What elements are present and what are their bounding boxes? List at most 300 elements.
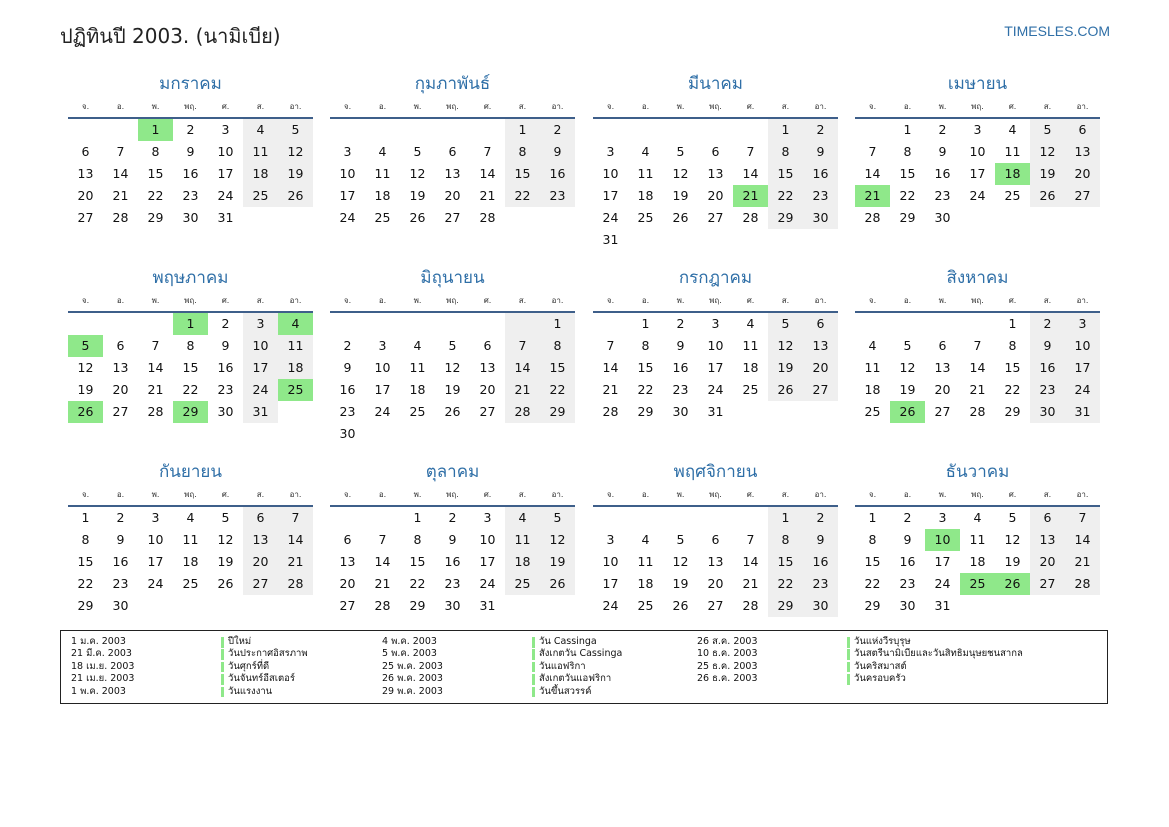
day-cell: 11 [1004, 144, 1021, 159]
holiday-marker [221, 687, 224, 698]
day-cell: 15 [540, 357, 575, 379]
day-cell: 23 [1030, 379, 1065, 401]
holiday-name: สังเกตวันแอฟริกา [539, 673, 612, 685]
weekday-label: จ. [868, 296, 877, 305]
day-cell: 5 [903, 338, 912, 353]
day-cell: 6 [803, 313, 838, 335]
weekday-label: จ. [343, 490, 352, 499]
weekday-label: อา. [551, 296, 564, 305]
week-row [855, 141, 1100, 163]
weekday-label: พฤ. [184, 296, 197, 305]
day-cell: 9 [803, 141, 838, 163]
empty-day-cell [400, 119, 435, 141]
day-cell: 26 [409, 210, 426, 225]
week-row [68, 529, 313, 551]
holiday-marker [221, 662, 224, 673]
day-cell: 14 [278, 529, 313, 551]
day-cell: 9 [803, 529, 838, 551]
weekday-label: จ. [868, 490, 877, 499]
day-cell: 12 [768, 335, 803, 357]
day-cell: 2 [903, 510, 912, 525]
day-cell: 15 [899, 166, 916, 181]
day-cell: 7 [483, 144, 492, 159]
weekday-label: ศ. [1008, 296, 1017, 305]
weekday-label: พ. [151, 296, 160, 305]
empty-day-cell [768, 229, 803, 251]
weekday-label: พฤ. [971, 102, 984, 111]
day-cell: 8 [413, 532, 422, 547]
day-cell: 24 [339, 210, 356, 225]
day-cell: 8 [1008, 338, 1017, 353]
day-cell: 8 [151, 144, 160, 159]
day-cell: 16 [540, 163, 575, 185]
day-cell: 11 [637, 554, 654, 569]
day-cell: 18 [995, 163, 1030, 185]
day-cell: 2 [676, 316, 685, 331]
weekday-label: อา. [814, 490, 827, 499]
day-cell: 11 [864, 360, 881, 375]
empty-day-cell [540, 595, 575, 617]
week-row [855, 207, 1100, 229]
day-cell: 4 [641, 144, 650, 159]
day-cell: 12 [540, 529, 575, 551]
empty-day-cell [278, 207, 313, 229]
day-cell: 28 [479, 210, 496, 225]
day-cell: 1 [505, 119, 540, 141]
week-row [855, 357, 1100, 379]
empty-day-cell [103, 313, 138, 335]
week-row [855, 335, 1100, 357]
weekday-label: พ. [151, 490, 160, 499]
day-cell: 24 [707, 382, 724, 397]
empty-day-cell [733, 507, 768, 529]
week-row [330, 119, 575, 141]
day-cell: 27 [707, 598, 724, 613]
day-cell: 10 [479, 532, 496, 547]
day-cell: 25 [864, 404, 881, 419]
day-cell: 7 [606, 338, 615, 353]
weekday-label: จ. [606, 490, 615, 499]
day-cell: 9 [903, 532, 912, 547]
day-cell: 4 [746, 316, 755, 331]
day-cell: 7 [746, 532, 755, 547]
day-cell: 29 [77, 598, 94, 613]
day-cell: 3 [938, 510, 947, 525]
weekday-label: ศ. [483, 490, 492, 499]
day-cell: 27 [112, 404, 129, 419]
empty-day-cell [698, 229, 733, 251]
weekday-label: ศ. [483, 296, 492, 305]
week-row [68, 379, 313, 401]
day-cell: 10 [217, 144, 234, 159]
day-cell: 31 [243, 401, 278, 423]
day-cell: 28 [112, 210, 129, 225]
holiday-marker [847, 674, 850, 685]
day-cell: 30 [1030, 401, 1065, 423]
day-cell: 3 [343, 144, 352, 159]
weekday-label: พ. [413, 102, 422, 111]
weekday-label: ศ. [221, 490, 230, 499]
holiday-date: 1 ม.ค. 2003 [71, 636, 126, 647]
day-cell: 20 [1030, 551, 1065, 573]
holiday-name: วันครอบครัว [854, 673, 906, 685]
day-cell: 25 [505, 573, 540, 595]
week-row [593, 401, 838, 423]
week-row [68, 357, 313, 379]
day-cell: 1 [868, 510, 877, 525]
day-cell: 27 [339, 598, 356, 613]
weekday-header [68, 291, 313, 313]
day-cell: 5 [676, 532, 685, 547]
weekday-label: พ. [938, 490, 947, 499]
day-cell: 26 [444, 404, 461, 419]
day-cell: 21 [479, 188, 496, 203]
day-cell: 5 [1008, 510, 1017, 525]
day-cell: 5 [413, 144, 422, 159]
empty-day-cell [365, 423, 400, 445]
empty-day-cell [365, 119, 400, 141]
holiday-marker [847, 637, 850, 648]
day-cell: 20 [112, 382, 129, 397]
day-cell: 19 [540, 551, 575, 573]
weekday-header [855, 97, 1100, 119]
week-row [593, 379, 838, 401]
weekday-label: อ. [903, 490, 912, 499]
weekday-label: จ. [606, 296, 615, 305]
empty-day-cell [768, 401, 803, 423]
day-cell: 1 [1008, 316, 1017, 331]
day-cell: 9 [938, 144, 947, 159]
week-row [68, 207, 313, 229]
week-row [855, 595, 1100, 617]
weekday-label: จ. [606, 102, 615, 111]
day-cell: 4 [1008, 122, 1017, 137]
day-cell: 16 [803, 163, 838, 185]
day-cell: 1 [641, 316, 650, 331]
day-cell: 29 [899, 210, 916, 225]
weekday-label: อ. [116, 102, 125, 111]
empty-day-cell [365, 313, 400, 335]
weekday-label: อา. [1076, 490, 1089, 499]
empty-day-cell [698, 119, 733, 141]
weekday-label: พฤ. [184, 102, 197, 111]
day-cell: 27 [444, 210, 461, 225]
day-cell: 17 [243, 357, 278, 379]
day-cell: 24 [243, 379, 278, 401]
day-cell: 2 [116, 510, 125, 525]
day-cell: 10 [1065, 335, 1100, 357]
week-row [330, 401, 575, 423]
holiday-name: วันสตรีนามิเบียและวันสิทธิมนุษยชนสากล [854, 648, 1023, 660]
weekday-label: อ. [116, 490, 125, 499]
day-cell: 28 [742, 210, 759, 225]
weekday-label: อ. [903, 296, 912, 305]
day-cell: 16 [444, 554, 461, 569]
day-cell: 14 [479, 166, 496, 181]
day-cell: 19 [899, 382, 916, 397]
day-cell: 16 [217, 360, 234, 375]
holiday-name: วันคริสมาสต์ [854, 660, 907, 672]
calendar-row [68, 72, 1101, 266]
week-row [330, 163, 575, 185]
empty-day-cell [1030, 595, 1065, 617]
holiday-marker [221, 649, 224, 660]
day-cell: 20 [77, 188, 94, 203]
weekday-label: พ. [151, 102, 160, 111]
day-cell: 15 [1004, 360, 1021, 375]
weekday-label: พ. [413, 296, 422, 305]
week-row [330, 207, 575, 229]
day-cell: 6 [1030, 507, 1065, 529]
month-calendar [855, 460, 1100, 617]
day-cell: 13 [1065, 141, 1100, 163]
weekday-label: พฤ. [709, 296, 722, 305]
week-row [593, 141, 838, 163]
week-row [330, 357, 575, 379]
day-cell: 15 [505, 163, 540, 185]
day-cell: 17 [147, 554, 164, 569]
holiday-marker [532, 649, 535, 660]
day-cell: 9 [448, 532, 457, 547]
empty-day-cell [243, 595, 278, 617]
weekday-label: พฤ. [446, 102, 459, 111]
day-cell: 8 [505, 141, 540, 163]
week-row [593, 595, 838, 617]
day-cell: 28 [1065, 573, 1100, 595]
page-title: ปฏิทินปี 2003. (นามิเบีย) [60, 24, 281, 48]
day-cell: 13 [112, 360, 129, 375]
day-cell: 22 [409, 576, 426, 591]
day-cell: 10 [602, 554, 619, 569]
empty-day-cell [855, 119, 890, 141]
week-row [593, 335, 838, 357]
week-row [593, 573, 838, 595]
day-cell: 19 [409, 188, 426, 203]
day-cell: 28 [147, 404, 164, 419]
weekday-label: ส. [518, 490, 527, 499]
day-cell: 21 [505, 379, 540, 401]
day-cell: 3 [221, 122, 230, 137]
holiday-legend [60, 630, 1108, 704]
day-cell: 31 [217, 210, 234, 225]
day-cell: 13 [1030, 529, 1065, 551]
weekday-header [68, 97, 313, 119]
day-cell: 22 [77, 576, 94, 591]
day-cell: 28 [278, 573, 313, 595]
weekday-label: พฤ. [446, 490, 459, 499]
day-cell: 10 [969, 144, 986, 159]
day-cell: 21 [969, 382, 986, 397]
day-cell: 12 [409, 166, 426, 181]
day-cell: 19 [444, 382, 461, 397]
month-calendar [593, 266, 838, 423]
day-cell: 21 [855, 185, 890, 207]
week-row [855, 529, 1100, 551]
day-cell: 13 [243, 529, 278, 551]
day-cell: 19 [217, 554, 234, 569]
day-cell: 11 [409, 360, 426, 375]
holiday-marker [847, 662, 850, 673]
day-cell: 17 [217, 166, 234, 181]
day-cell: 14 [969, 360, 986, 375]
weekday-label: ส. [256, 102, 265, 111]
day-cell: 18 [637, 576, 654, 591]
weekday-label: ส. [1043, 490, 1052, 499]
week-row [68, 551, 313, 573]
day-cell: 1 [540, 313, 575, 335]
day-cell: 9 [221, 338, 230, 353]
empty-day-cell [505, 595, 540, 617]
day-cell: 31 [934, 598, 951, 613]
holiday-date: 21 เม.ย. 2003 [71, 673, 135, 685]
empty-day-cell [628, 229, 663, 251]
day-cell: 4 [641, 532, 650, 547]
holiday-name: วันศุกร์ที่ดี [228, 660, 270, 672]
day-cell: 8 [186, 338, 195, 353]
day-cell: 26 [890, 401, 925, 423]
month-calendar [330, 72, 575, 229]
day-cell: 8 [903, 144, 912, 159]
day-cell: 17 [339, 188, 356, 203]
month-title: พฤศจิกายน [673, 462, 758, 482]
weekday-label: ส. [781, 490, 790, 499]
day-cell: 22 [505, 185, 540, 207]
day-cell: 17 [602, 188, 619, 203]
day-cell: 10 [374, 360, 391, 375]
day-cell: 7 [1065, 507, 1100, 529]
holiday-name: วันจันทร์อีสเตอร์ [228, 673, 295, 685]
weekday-label: อ. [116, 296, 125, 305]
weekday-label: อา. [551, 490, 564, 499]
day-cell: 26 [278, 185, 313, 207]
week-row [855, 401, 1100, 423]
month-title: กุมภาพันธ์ [414, 74, 491, 94]
day-cell: 28 [602, 404, 619, 419]
day-cell: 6 [483, 338, 492, 353]
day-cell: 12 [217, 532, 234, 547]
weekday-header [68, 485, 313, 507]
day-cell: 26 [540, 573, 575, 595]
day-cell: 5 [448, 338, 457, 353]
week-row [330, 335, 575, 357]
weekday-label: ส. [518, 296, 527, 305]
holiday-marker [532, 674, 535, 685]
day-cell: 11 [505, 529, 540, 551]
day-cell: 10 [339, 166, 356, 181]
day-cell: 1 [903, 122, 912, 137]
day-cell: 14 [602, 360, 619, 375]
day-cell: 27 [707, 210, 724, 225]
site-brand-link[interactable]: TIMESLES.COM [1004, 23, 1110, 39]
month-title: ตุลาคม [425, 462, 480, 482]
week-row [330, 507, 575, 529]
day-cell: 5 [221, 510, 230, 525]
day-cell: 25 [1004, 188, 1021, 203]
day-cell: 26 [1030, 185, 1065, 207]
weekday-label: ศ. [221, 102, 230, 111]
weekday-label: อา. [289, 296, 302, 305]
empty-day-cell [733, 229, 768, 251]
holiday-name: ปีใหม่ [228, 636, 252, 647]
day-cell: 2 [343, 338, 352, 353]
day-cell: 20 [1065, 163, 1100, 185]
day-cell: 25 [637, 598, 654, 613]
week-row [593, 229, 838, 251]
weekday-label: อา. [1076, 296, 1089, 305]
day-cell: 6 [711, 144, 720, 159]
day-cell: 7 [278, 507, 313, 529]
day-cell: 6 [938, 338, 947, 353]
day-cell: 15 [637, 360, 654, 375]
weekday-label: พ. [413, 490, 422, 499]
month-calendar [68, 266, 313, 423]
weekday-label: พฤ. [971, 296, 984, 305]
holiday-date: 4 พ.ค. 2003 [382, 636, 437, 647]
day-cell: 11 [374, 166, 391, 181]
day-cell: 18 [409, 382, 426, 397]
weekday-header [330, 97, 575, 119]
weekday-label: พฤ. [971, 490, 984, 499]
weekday-label: ส. [1043, 296, 1052, 305]
empty-day-cell [470, 313, 505, 335]
weekday-header [855, 291, 1100, 313]
month-title: กันยายน [158, 462, 222, 482]
week-row [330, 423, 575, 445]
weekday-header [330, 291, 575, 313]
day-cell: 12 [444, 360, 461, 375]
empty-day-cell [68, 313, 103, 335]
day-cell: 31 [479, 598, 496, 613]
empty-day-cell [435, 423, 470, 445]
day-cell: 2 [803, 507, 838, 529]
day-cell: 9 [676, 338, 685, 353]
day-cell: 27 [1065, 185, 1100, 207]
day-cell: 23 [899, 576, 916, 591]
day-cell: 23 [444, 576, 461, 591]
day-cell: 16 [1030, 357, 1065, 379]
day-cell: 14 [505, 357, 540, 379]
day-cell: 20 [243, 551, 278, 573]
empty-day-cell [278, 401, 313, 423]
empty-day-cell [505, 207, 540, 229]
day-cell: 9 [116, 532, 125, 547]
day-cell: 16 [803, 551, 838, 573]
empty-day-cell [68, 119, 103, 141]
weekday-label: อ. [903, 102, 912, 111]
day-cell: 8 [768, 141, 803, 163]
day-cell: 27 [803, 379, 838, 401]
day-cell: 19 [672, 188, 689, 203]
day-cell: 15 [409, 554, 426, 569]
day-cell: 5 [768, 313, 803, 335]
week-row [593, 551, 838, 573]
week-row [593, 529, 838, 551]
day-cell: 16 [182, 166, 199, 181]
day-cell: 16 [339, 382, 356, 397]
empty-day-cell [663, 119, 698, 141]
weekday-label: ส. [256, 490, 265, 499]
day-cell: 29 [147, 210, 164, 225]
day-cell: 1 [138, 119, 173, 141]
weekday-label: อา. [814, 102, 827, 111]
day-cell: 24 [934, 576, 951, 591]
week-row [68, 573, 313, 595]
weekday-label: ส. [781, 296, 790, 305]
week-row [68, 185, 313, 207]
day-cell: 1 [768, 507, 803, 529]
week-row [593, 507, 838, 529]
day-cell: 28 [742, 598, 759, 613]
